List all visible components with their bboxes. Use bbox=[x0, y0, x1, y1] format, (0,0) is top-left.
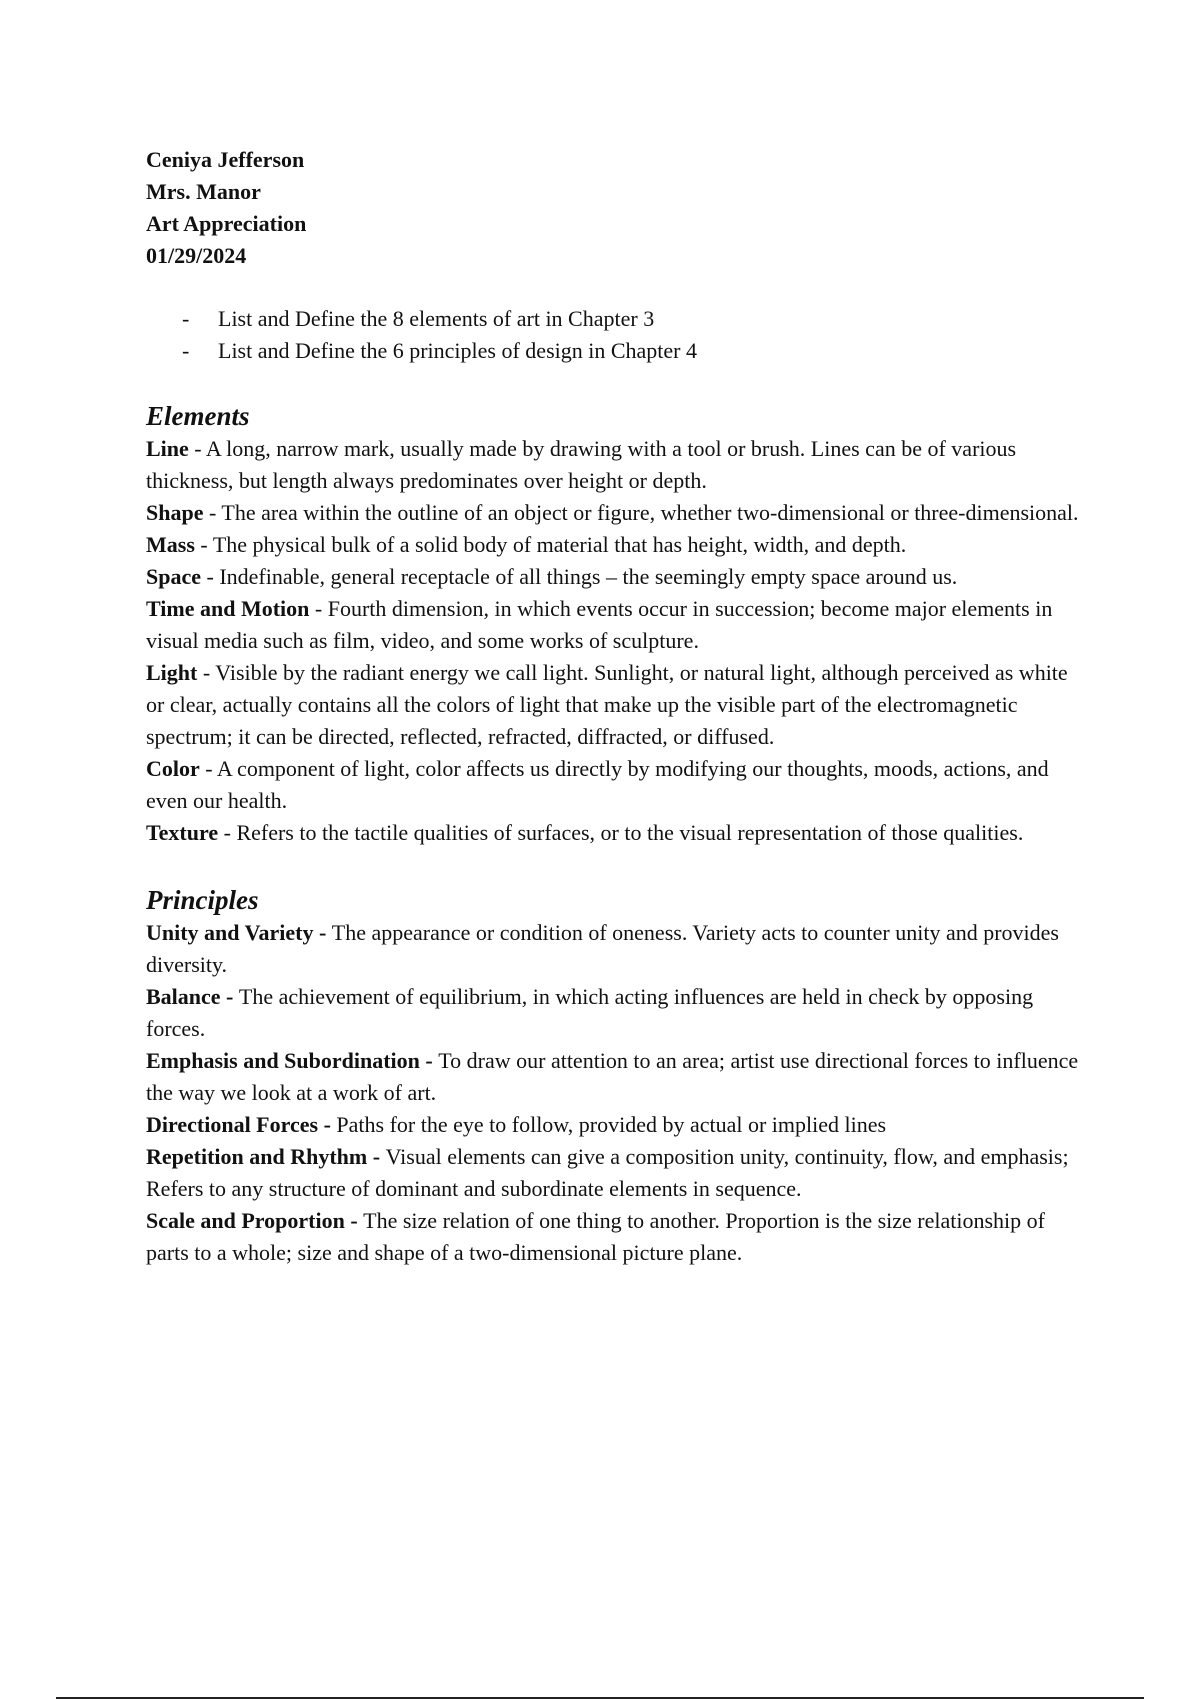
element-term: Texture bbox=[146, 820, 219, 845]
elements-heading: Elements bbox=[146, 401, 250, 431]
task-item bbox=[146, 303, 1086, 335]
principle-definition: The size relation of one thing to another. Proportion is the size relationship of parts to a whole; size and shape of a two-dimensional picture plane. bbox=[146, 1208, 1045, 1265]
element-entry-mass bbox=[146, 529, 1086, 561]
page-bottom-rule bbox=[56, 1697, 1144, 1699]
principle-term: Emphasis and Subordination - bbox=[146, 1048, 439, 1073]
course-name: Art Appreciation bbox=[146, 211, 307, 236]
header-block bbox=[146, 144, 1086, 272]
principle-definition: The achievement of equilibrium, in which acting influences are held in check by opposing forces. bbox=[146, 984, 1034, 1041]
principle-entry-balance bbox=[146, 981, 1086, 1045]
element-definition: - A long, narrow mark, usually made by drawing with a tool or brush. Lines can be of various thickness, but length always predominates over height or depth. bbox=[146, 436, 1017, 493]
element-entry-texture bbox=[146, 817, 1086, 849]
element-definition: - Refers to the tactile qualities of surfaces, or to the visual representation of those qualities. bbox=[218, 820, 1024, 845]
element-term: Light bbox=[146, 660, 198, 685]
element-definition: - Indefinable, general receptacle of all things – the seemingly empty space around us. bbox=[201, 564, 958, 589]
principle-definition: Paths for the eye to follow, provided by actual or implied lines bbox=[336, 1112, 887, 1137]
element-entry-space bbox=[146, 561, 1086, 593]
element-entry-color bbox=[146, 753, 1086, 817]
principle-term: Repetition and Rhythm - bbox=[146, 1144, 386, 1169]
elements-list bbox=[146, 433, 1086, 849]
principle-definition: The appearance or condition of oneness. Variety acts to counter unity and provides diversity. bbox=[146, 920, 1059, 977]
principle-term: Scale and Proportion - bbox=[146, 1208, 364, 1233]
element-definition: - Fourth dimension, in which events occur in succession; become major elements in visual media such as film, video, and some works of sculpture. bbox=[146, 596, 1053, 653]
element-entry-time-and-motion bbox=[146, 593, 1086, 657]
list-dash: - bbox=[182, 306, 190, 331]
element-term: Mass bbox=[146, 532, 195, 557]
principles-list bbox=[146, 917, 1086, 1269]
document-body bbox=[146, 144, 1086, 1269]
principle-entry-emphasis-and-subordination bbox=[146, 1045, 1086, 1109]
principle-term: Unity and Variety - bbox=[146, 920, 332, 945]
principle-term: Balance - bbox=[146, 984, 239, 1009]
element-term: Line bbox=[146, 436, 195, 461]
principle-definition: Visual elements can give a composition unity, continuity, flow, and emphasis; Refers to any structure of dominant and subordinate elements in sequence. bbox=[146, 1144, 1069, 1201]
element-entry-shape bbox=[146, 497, 1086, 529]
principle-entry-directional-forces bbox=[146, 1109, 1086, 1141]
student-name: Ceniya Jefferson bbox=[146, 147, 305, 172]
principle-entry-repetition-and-rhythm bbox=[146, 1141, 1086, 1205]
element-term: Time and Motion bbox=[146, 596, 310, 621]
element-term: Shape bbox=[146, 500, 204, 525]
teacher-name: Mrs. Manor bbox=[146, 179, 261, 204]
element-term: Color bbox=[146, 756, 200, 781]
assignment-date: 01/29/2024 bbox=[146, 243, 247, 268]
element-definition: - The physical bulk of a solid body of material that has height, width, and depth. bbox=[194, 532, 907, 557]
principle-definition: To draw our attention to an area; artist use directional forces to influence the way we look at a work of art. bbox=[146, 1048, 1079, 1105]
principles-heading: Principles bbox=[146, 885, 259, 915]
list-dash: - bbox=[182, 338, 190, 363]
element-definition: - A component of light, color affects us directly by modifying our thoughts, moods, actions, and even our health. bbox=[146, 756, 1049, 813]
principle-entry-scale-and-proportion bbox=[146, 1205, 1086, 1269]
task-text: List and Define the 6 principles of design in Chapter 4 bbox=[218, 338, 697, 363]
principle-entry-unity-and-variety bbox=[146, 917, 1086, 981]
task-item bbox=[146, 335, 1086, 367]
principle-term: Directional Forces - bbox=[146, 1112, 337, 1137]
element-definition: - Visible by the radiant energy we call light. Sunlight, or natural light, although perceived as white or clear, actually contains all the colors of light that make up the visible part of the electromagnetic spectrum; it can be directed, reflected, refracted, diffracted, or diffused. bbox=[146, 660, 1068, 749]
task-list bbox=[146, 303, 1086, 367]
task-text: List and Define the 8 elements of art in Chapter 3 bbox=[218, 306, 655, 331]
element-entry-line bbox=[146, 433, 1086, 497]
element-term: Space bbox=[146, 564, 201, 589]
element-definition: - The area within the outline of an object or figure, whether two-dimensional or three-dimensional. bbox=[203, 500, 1079, 525]
element-entry-light bbox=[146, 657, 1086, 753]
